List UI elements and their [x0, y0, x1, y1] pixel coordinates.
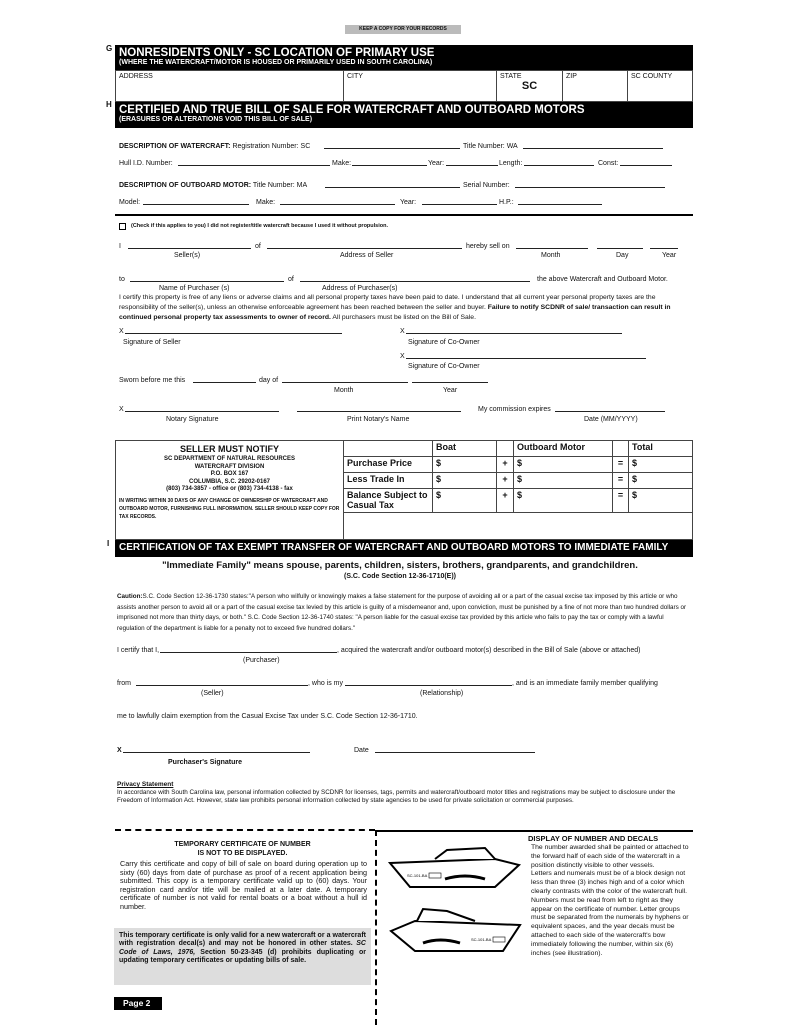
qualifying-label: , and is an immediate family member qualifying — [512, 680, 658, 687]
sworn-year-field[interactable] — [412, 375, 488, 383]
length-label: Length: — [499, 160, 523, 167]
equals-sign: = — [612, 488, 629, 513]
caution-paragraph: Caution:S.C. Code Section 12-36-1730 states:"A person who wilfully or knowingly makes a false statement for the purpose of avoiding all or a part of the casual excise tax imposed by this article or who assists another person to avoid all or a part of the casual excise tax levied by this article is guilty of a misdemeanor and, upon conviction, must be punished by a fine of not more than two hundred dollars or imprisoned not more than thirty days, or both." S.C. Code Section 12-36-1740 states: "A person liable for the casual excise tax provided by this article who fails to pay the tax or comply with a lawful regulation of the department is liable for a penalty not to exceed five hundred dollars." — [117, 593, 687, 632]
section-h-subtitle: (ERASURES OR ALTERATIONS VOID THIS BILL OF SALE) — [119, 116, 313, 123]
commission-date-field[interactable] — [555, 404, 665, 412]
boat-number-text: SC-101-BA — [407, 873, 428, 878]
divider — [375, 830, 693, 832]
coowner-signature-caption: Signature of Co-Owner — [408, 339, 480, 346]
coowner2-signature-field[interactable] — [406, 351, 646, 359]
immediate-family-definition: "Immediate Family" means spouse, parents, children, sisters, brothers, grandparents, and grandchildren. — [162, 560, 638, 571]
notary-name-caption: Print Notary's Name — [347, 416, 410, 423]
notary-x: X — [119, 406, 124, 413]
relationship-field[interactable] — [345, 678, 512, 686]
date-field[interactable] — [375, 745, 535, 753]
table-empty-area — [343, 512, 693, 540]
total-amount-field[interactable]: $ — [628, 472, 693, 489]
motor-make-field[interactable] — [280, 197, 395, 205]
sale-month-field[interactable] — [516, 241, 588, 249]
sworn-month-field[interactable] — [282, 375, 408, 383]
motor-make-label: Make: — [256, 199, 276, 206]
no-propulsion-label: (Check if this applies to you) I did not register/title watercraft because I used it without propulsion. — [131, 223, 389, 229]
section-h-header — [115, 102, 693, 128]
outboard-amount-field[interactable]: $ — [513, 456, 613, 473]
year-field[interactable] — [446, 158, 498, 166]
notary-signature-caption: Notary Signature — [166, 416, 219, 423]
cut-line — [115, 829, 375, 831]
purchaser-x: X — [117, 747, 122, 754]
sworn-label: Sworn before me this — [119, 377, 186, 384]
address-field[interactable] — [115, 70, 344, 102]
row-label: Purchase Price — [343, 456, 433, 473]
header-total: Total — [628, 440, 693, 457]
coowner-x: X — [400, 328, 405, 335]
seller-caption: Seller(s) — [174, 252, 201, 259]
section-h-title: CERTIFIED AND TRUE BILL OF SALE FOR WATERCRAFT AND OUTBOARD MOTORS — [119, 104, 585, 116]
seller-signature-caption: Signature of Seller — [123, 339, 181, 346]
boat-amount-field[interactable]: $ — [432, 488, 497, 513]
header-boat: Boat — [432, 440, 497, 457]
motor-year-label: Year: — [400, 199, 417, 206]
purchaser-name-field[interactable] — [130, 274, 284, 282]
notify-line: WATERCRAFT DIVISION — [194, 463, 265, 470]
temp-cert-text: Carry this certificate and copy of bill of sale on board during operation up to sixty (60) days from date of purchase as proof of a recent application being submitted. This copy is a temporary certificate valid up to (60) days. Your registration card and/or title will be mailed at a later date. A temporary certificate of number is not valid for rental boats or a boat without a hull id number. — [120, 859, 367, 911]
display-text: The number awarded shall be painted or attached to the forward half of each side of the watercraft in a position distinctly visible to other vessels. Letters and numerals must be of a block design not less than three (3) inches high and of a color which clearly contrasts with the color of the watercraft hull. Numbers must be read from left to right as they appear on the certificate of number. Letter groups must be separated from the numerals by hyphens or equivalent spaces, and the year decals must be attached to each side of the watercraft's bow immediately following the number, within six (6) inches (see illustration). — [531, 844, 689, 957]
section-i-letter: I — [107, 539, 110, 548]
coowner2-x: X — [400, 353, 405, 360]
keep-copy-banner: KEEP A COPY FOR YOUR RECORDS — [345, 25, 461, 34]
purchaser-caption: (Purchaser) — [243, 657, 280, 664]
hp-field[interactable] — [518, 197, 602, 205]
dayof-label: day of — [259, 377, 279, 384]
sale-year-field[interactable] — [650, 241, 678, 249]
model-field[interactable] — [143, 197, 249, 205]
state-field[interactable] — [496, 70, 563, 102]
coowner2-signature-caption: Signature of Co-Owner — [408, 363, 480, 370]
section-i-header — [115, 540, 693, 557]
hp-label: H.P.: — [499, 199, 514, 206]
page-number: Page 2 — [114, 997, 162, 1010]
zip-field[interactable] — [562, 70, 628, 102]
plus-sign: + — [496, 456, 514, 473]
hull-field[interactable] — [178, 158, 330, 166]
claim-text: me to lawfully claim exemption from the Casual Excise Tax under S.C. Code Section 12-36-1710. — [117, 713, 418, 720]
seller-signature-field[interactable] — [125, 326, 342, 334]
outboard-amount-field[interactable]: $ — [513, 488, 613, 513]
title-label: Title Number: WA — [463, 143, 518, 150]
county-label: SC COUNTY — [631, 73, 673, 80]
sworn-day-field[interactable] — [193, 375, 256, 383]
section-i-title: CERTIFICATION OF TAX EXEMPT TRANSFER OF WATERCRAFT AND OUTBOARD MOTORS TO IMMEDIATE FAMILY — [119, 542, 669, 553]
month-caption: Month — [541, 252, 561, 259]
notify-line: (803) 734-3857 - office or (803) 734-4138 - fax — [166, 486, 293, 492]
plus-sign: + — [496, 488, 514, 513]
purchaser-signature-caption: Purchaser's Signature — [168, 759, 243, 766]
const-field[interactable] — [620, 158, 672, 166]
header-outboard: Outboard Motor — [513, 440, 613, 457]
seller-address-field[interactable] — [267, 241, 462, 249]
temp-cert-notice: This temporary certificate is only valid for a new watercraft or a watercraft with registration decal(s) and may not be honored in other states. SC Code of Laws, 1976, Section 50-23-345 (d) prohibits duplicating or updating temporary certificates or updating bills of sale. — [114, 928, 371, 985]
display-title: DISPLAY OF NUMBER AND DECALS — [528, 834, 659, 843]
notify-line: SC DEPARTMENT OF NATURAL RESOURCES — [163, 456, 295, 462]
total-amount-field[interactable]: $ — [628, 488, 693, 513]
notify-title: SELLER MUST NOTIFY — [180, 444, 279, 454]
seller-field[interactable] — [128, 241, 251, 249]
equals-sign: = — [612, 456, 629, 473]
date-label: Date — [354, 747, 369, 754]
seller-caption-i: (Seller) — [201, 690, 224, 697]
zip-label: ZIP — [566, 73, 577, 80]
sale-day-field[interactable] — [597, 241, 643, 249]
above-label: the above Watercraft and Outboard Motor. — [537, 276, 668, 283]
section-h-letter: H — [106, 100, 112, 109]
purchaser-name-caption: Name of Purchaser (s) — [159, 285, 230, 292]
section-g-title: NONRESIDENTS ONLY - SC LOCATION OF PRIMARY USE — [119, 47, 435, 59]
family-purchaser-field[interactable] — [160, 645, 337, 653]
plus-sign: + — [496, 472, 514, 489]
hereby-label: hereby sell on — [466, 243, 510, 250]
hull-label: Hull I.D. Number: — [119, 160, 173, 167]
watercraft-heading: DESCRIPTION OF WATERCRAFT: — [119, 143, 231, 150]
serial-field[interactable] — [515, 180, 665, 188]
city-field[interactable] — [343, 70, 497, 102]
relationship-caption: (Relationship) — [420, 690, 464, 697]
purchaser-address-field[interactable] — [300, 274, 530, 282]
boat-illustration-left — [385, 907, 525, 959]
row-label: Less Trade In — [343, 472, 433, 489]
from-label: from — [117, 680, 131, 687]
motor-title-field[interactable] — [325, 180, 460, 188]
section-g-letter: G — [106, 44, 113, 53]
notify-line: COLUMBIA, S.C. 29202-0167 — [188, 478, 271, 485]
address-label: ADDRESS — [119, 73, 153, 80]
cut-line-vertical — [375, 830, 377, 1025]
notary-name-field[interactable] — [297, 404, 461, 412]
day-caption: Day — [616, 252, 629, 259]
divider — [115, 214, 693, 216]
model-label: Model: — [119, 199, 141, 206]
privacy-title: Privacy Statement — [117, 781, 174, 788]
certify-label: I certify that I, — [117, 647, 160, 654]
seller-notify-box — [115, 440, 344, 540]
family-seller-field[interactable] — [136, 678, 308, 686]
of-label: of — [255, 243, 261, 250]
state-label: STATE — [500, 73, 522, 80]
equals-sign: = — [612, 472, 629, 489]
motor-heading: DESCRIPTION OF OUTBOARD MOTOR: — [119, 182, 252, 189]
length-field[interactable] — [524, 158, 594, 166]
make-label: Make: — [332, 160, 352, 167]
to-label: to — [119, 276, 125, 283]
commission-date-caption: Date (MM/YYYY) — [584, 416, 638, 423]
purchaser-address-caption: Address of Purchaser(s) — [322, 285, 398, 292]
sworn-year-caption: Year — [443, 387, 458, 394]
motor-year-field[interactable] — [422, 197, 497, 205]
total-amount-field[interactable]: $ — [628, 456, 693, 473]
notify-note: IN WRITING WITHIN 30 DAYS OF ANY CHANGE OF OWNERSHIP OF WATERCRAFT AND OUTBOARD MOTOR, FURNISHING FULL INFORMATION. SELLER SHOULD KEEP COPY FOR TAX RECORDS. — [119, 497, 340, 520]
const-label: Const: — [598, 160, 619, 167]
notary-signature-field[interactable] — [125, 404, 279, 412]
boat-amount-field[interactable]: $ — [432, 472, 497, 489]
city-label: CITY — [347, 73, 363, 80]
registration-field[interactable] — [324, 141, 460, 149]
county-field[interactable] — [627, 70, 693, 102]
certify-paragraph: I certify this property is free of any liens or adverse claims and all personal property taxes have been paid to date. I understand that all current year personal property taxes are the responsibility of the seller(s), unless an otherwise enforceable agreement has been reached between the seller and buyer. Failure to notify SCDNR of sale/ transaction can result in continued personal property tax assessments to owner of record. All purchasers must be listed on the Bill of Sale. — [119, 294, 671, 321]
boat-illustration-right — [385, 845, 525, 895]
boat-number-text: SC-101-BA — [471, 937, 492, 942]
motor-title-label: Title Number: MA — [252, 182, 308, 189]
no-propulsion-checkbox[interactable] — [119, 223, 126, 230]
section-g-header — [115, 45, 693, 70]
state-value: SC — [521, 80, 538, 92]
section-g-subtitle: (WHERE THE WATERCRAFT/MOTOR IS HOUSED OR PRIMARILY USED IN SOUTH CAROLINA) — [119, 59, 433, 66]
purchaser-signature-field[interactable] — [123, 745, 310, 753]
code-section: (S.C. Code Section 12-36-1710(E)) — [343, 573, 457, 580]
temp-cert-title: TEMPORARY CERTIFICATE OF NUMBER IS NOT TO BE DISPLAYED. — [174, 841, 311, 857]
seller-x: X — [119, 328, 124, 335]
address-seller-caption: Address of Seller — [340, 252, 394, 259]
acquired-label: , acquired the watercraft and/or outboard motor(s) described in the Bill of Sale (above or attached) — [337, 647, 641, 654]
coowner-signature-field[interactable] — [406, 326, 622, 334]
sworn-month-caption: Month — [334, 387, 354, 394]
year-caption: Year — [662, 252, 677, 259]
make-field[interactable] — [352, 158, 427, 166]
header-op — [496, 440, 514, 457]
notify-line: P.O. BOX 167 — [210, 471, 249, 477]
privacy-text: In accordance with South Carolina law, personal information collected by SCDNR for licenses, tags, permits and watercraft/outboard motor titles and registrations may be subject to disclosure under the Freedom of Information Act. However, state law prohibits personal information collected by state agencies to be used for private solicitation or commercial purposes. — [117, 789, 676, 804]
serial-label: Serial Number: — [463, 182, 510, 189]
table-corner — [343, 440, 433, 457]
of2-label: of — [288, 276, 294, 283]
header-op — [612, 440, 629, 457]
boat-amount-field[interactable]: $ — [432, 456, 497, 473]
row-label: Balance Subject to Casual Tax — [343, 488, 433, 513]
who-label: , who is my — [308, 680, 344, 687]
outboard-amount-field[interactable]: $ — [513, 472, 613, 489]
title-field[interactable] — [523, 141, 663, 149]
registration-label: Registration Number: SC — [232, 143, 311, 150]
commission-label: My commission expires — [478, 406, 551, 413]
year-label: Year: — [428, 160, 445, 167]
i-label: I — [119, 243, 121, 250]
